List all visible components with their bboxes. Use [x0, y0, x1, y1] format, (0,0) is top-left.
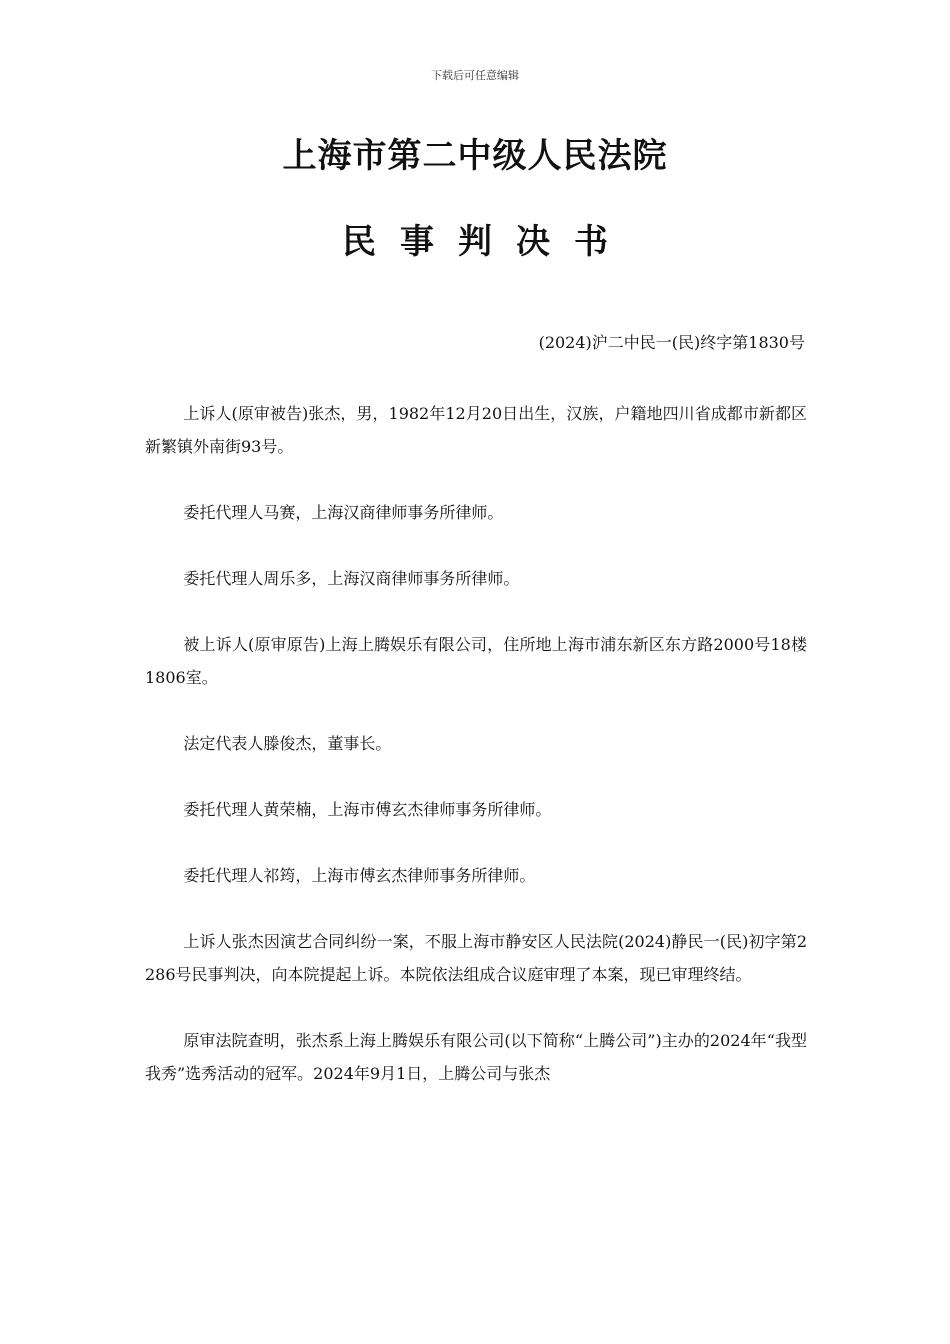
document-type-title: 民事判决书: [342, 222, 632, 262]
paragraph-case-summary: 上诉人张杰因演艺合同纠纷一案，不服上海市静安区人民法院(2024)静民一(民)初字第2286号民事判决，向本院提起上诉。本院依法组成合议庭审理了本案，现已审理终结。: [145, 932, 807, 984]
paragraph-appellant-agent-1: 委托代理人马赛，上海汉商律师事务所律师。: [183, 503, 504, 522]
header-note: 下载后可任意编辑: [431, 69, 519, 82]
paragraph-appellee-agent-2: 委托代理人祁筠，上海市傅玄杰律师事务所律师。: [183, 866, 536, 885]
judgment-body: [145, 397, 807, 1123]
paragraph-appellant-agent-2: 委托代理人周乐多，上海汉商律师事务所律师。: [183, 569, 520, 588]
paragraph-appellee-agent-1: 委托代理人黄荣楠，上海市傅玄杰律师事务所律师。: [183, 800, 552, 819]
court-name-title: 上海市第二中级人民法院: [282, 136, 668, 176]
paragraph-legal-representative: 法定代表人滕俊杰，董事长。: [183, 734, 392, 753]
case-number: (2024)沪二中民一(民)终字第1830号: [538, 333, 805, 352]
paragraph-appellee: 被上诉人(原审原告)上海上腾娱乐有限公司，住所地上海市浦东新区东方路2000号18楼1806室。: [145, 635, 807, 687]
paragraph-appellant: 上诉人(原审被告)张杰，男，1982年12月20日出生，汉族，户籍地四川省成都市新都区新繁镇外南街93号。: [145, 404, 807, 456]
paragraph-facts-found: 原审法院查明，张杰系上海上腾娱乐有限公司(以下简称“上腾公司”)主办的2024年“我型我秀”选秀活动的冠军。2024年9月1日，上腾公司与张杰: [145, 1031, 807, 1083]
